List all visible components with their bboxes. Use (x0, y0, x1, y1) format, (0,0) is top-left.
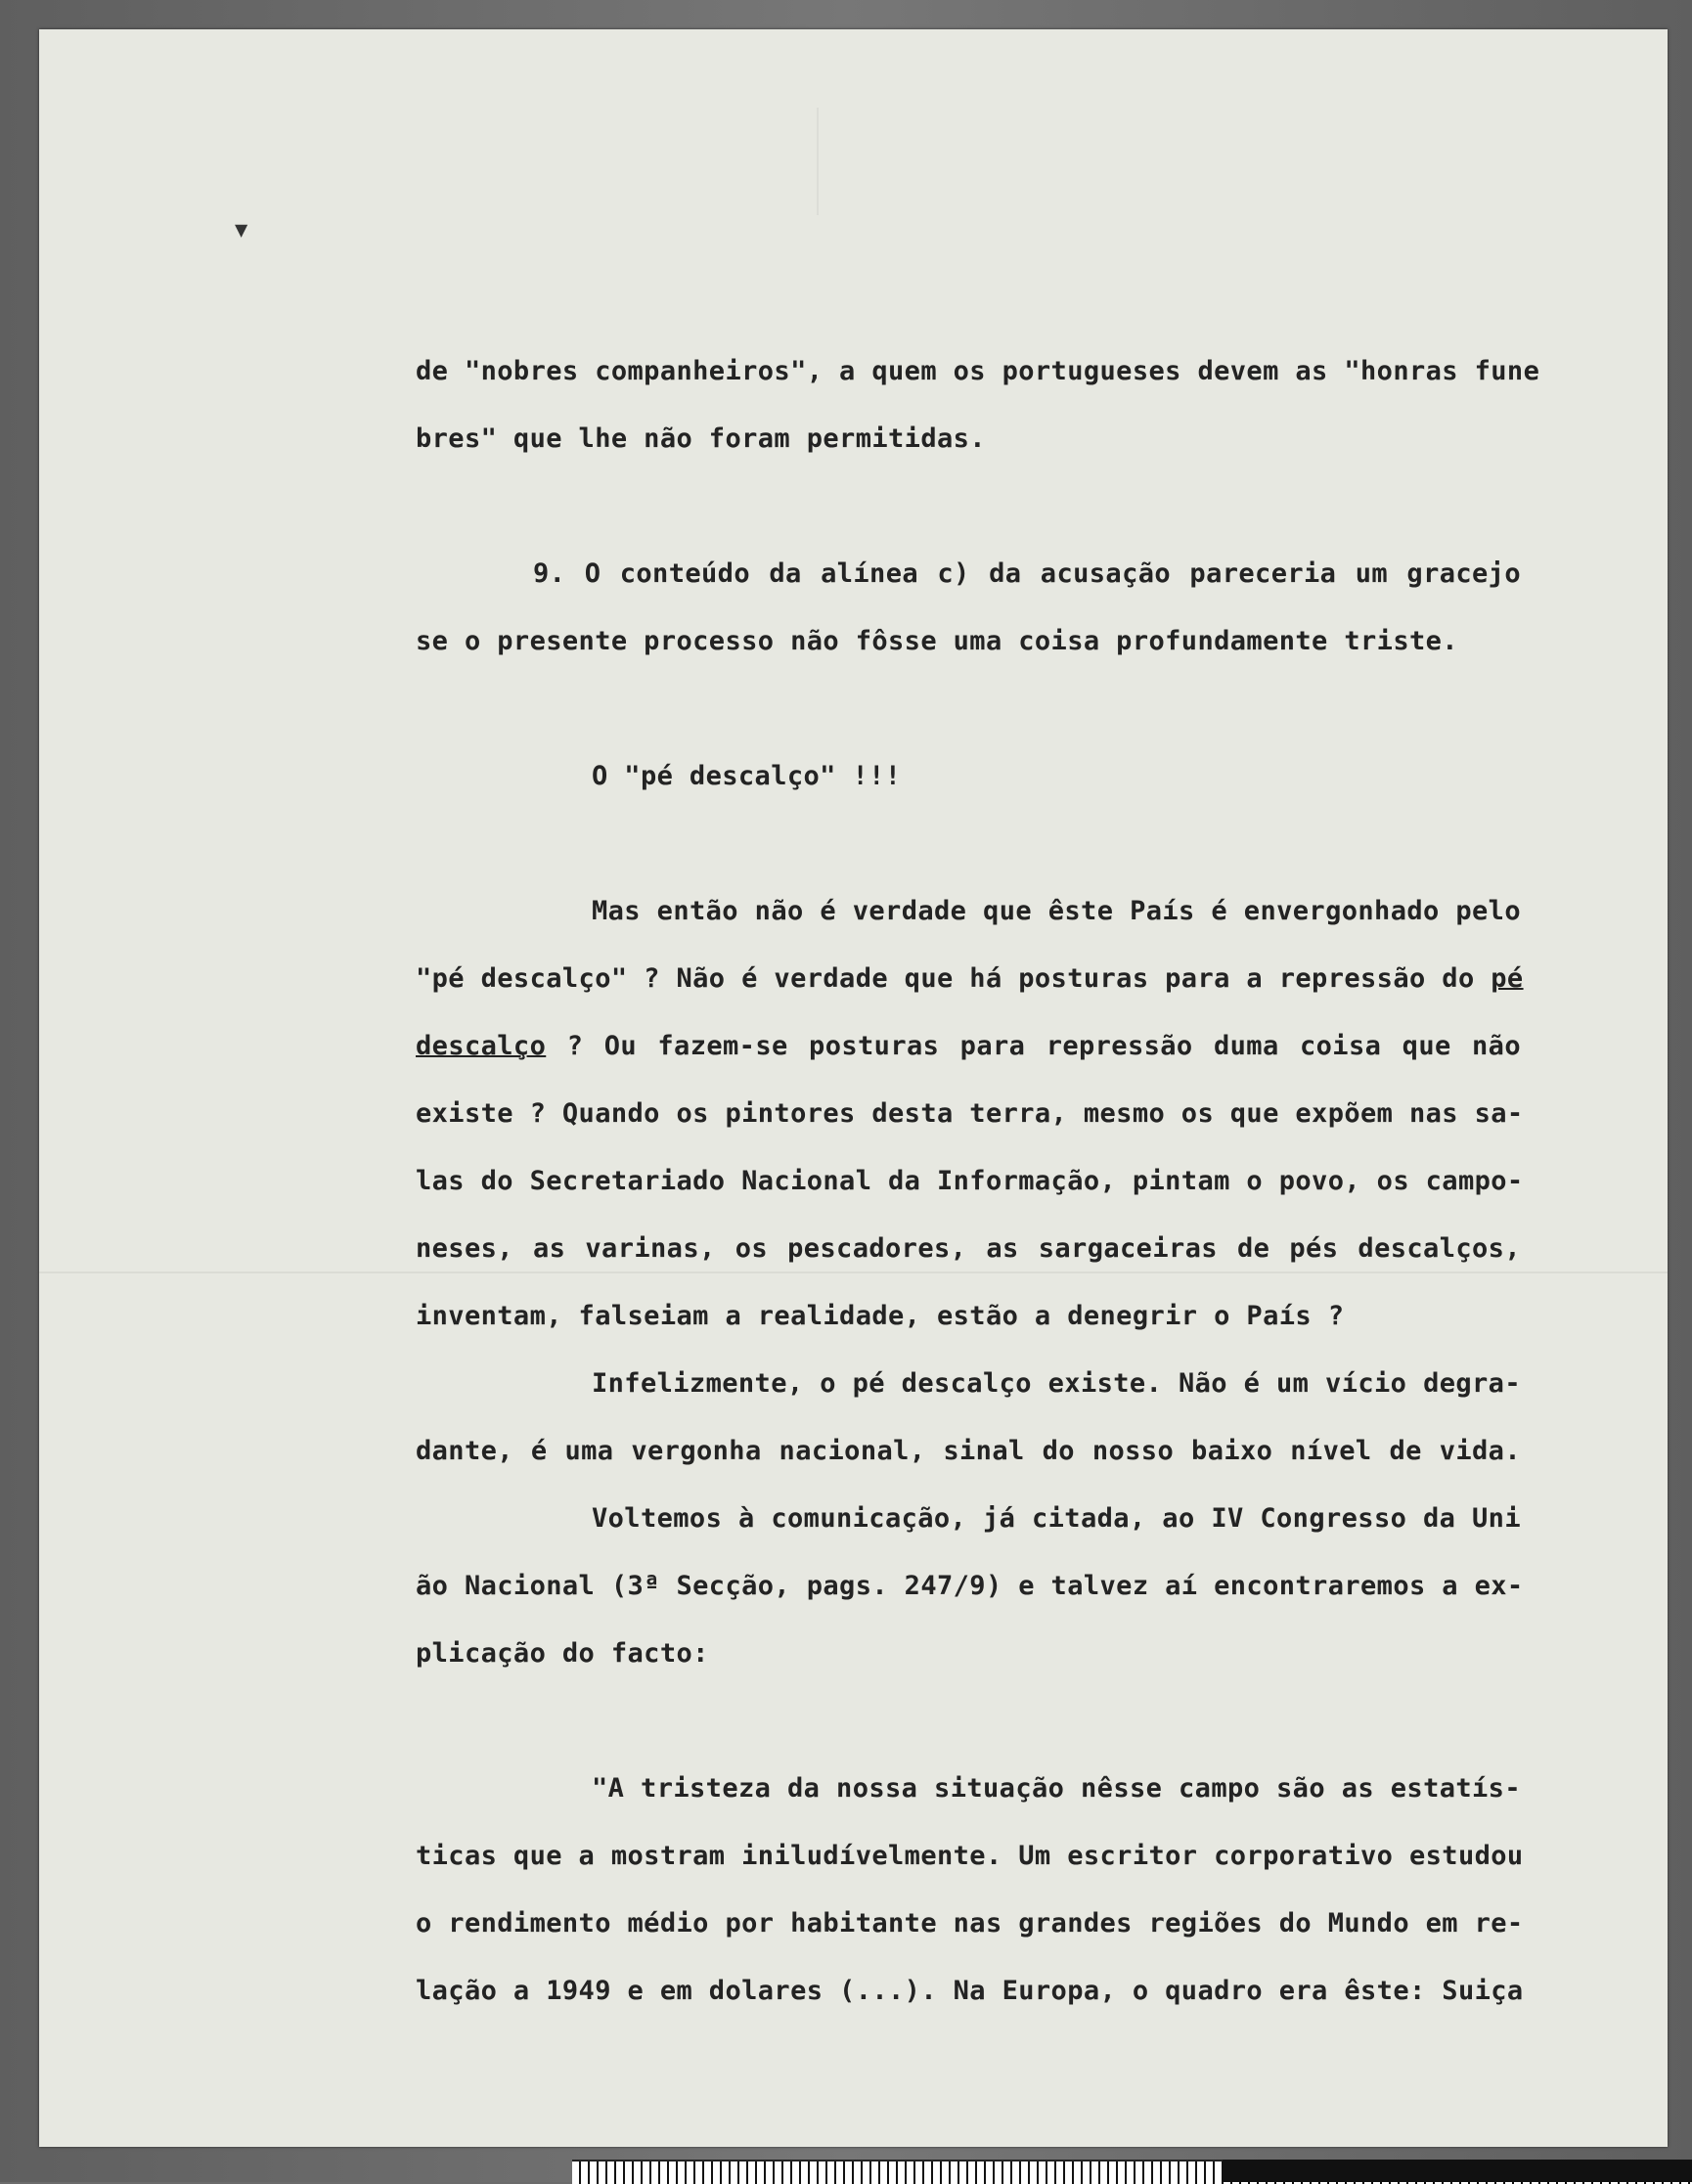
text-line: ão Nacional (3ª Secção, pags. 247/9) e talvez aí encontraremos a ex- (416, 1571, 1524, 1601)
text-line: se o presente processo não fôsse uma coisa profundamente triste. (416, 626, 1458, 656)
quote-start: "A tristeza da nossa situação nêsse campo são as estatís- (592, 1773, 1521, 1804)
text-line (416, 1012, 1521, 1080)
section-heading: O "pé descalço" !!! (592, 761, 902, 791)
scale-ruler-dark-segment (1223, 2160, 1692, 2182)
text-line: o rendimento médio por habitante nas grandes regiões do Mundo em re- (416, 1908, 1524, 1939)
text-line: Infelizmente, o pé descalço existe. Não é um vício degra- (592, 1368, 1521, 1399)
text-line: dante, é uma vergonha nacional, sinal do nosso baixo nível de vida. (416, 1436, 1521, 1466)
text-line: plicação do facto: (416, 1638, 709, 1669)
text-line: Mas então não é verdade que êste País é envergonhado pelo (592, 896, 1521, 926)
paragraph-9-start: 9. O conteúdo da alínea c) da acusação pareceria um gracejo (533, 558, 1521, 589)
typewritten-text (416, 337, 1540, 2025)
text-line: Voltemos à comunicação, já citada, ao IV Congresso da Uni (592, 1503, 1521, 1534)
text-line: lação a 1949 e em dolares (...). Na Europa, o quadro era êste: Suiça (416, 1976, 1524, 2006)
underlined-text: pé (1491, 963, 1524, 994)
text-line: bres" que lhe não foram permitidas. (416, 423, 986, 454)
text-span: "pé descalço" ? Não é verdade que há posturas para a repressão do (416, 963, 1492, 994)
text-line: neses, as varinas, os pescadores, as sargaceiras de pés descalços, (416, 1233, 1521, 1264)
text-line: de "nobres companheiros", a quem os portugueses devem as "honras fune (416, 356, 1540, 386)
text-span: ? Ou fazem-se posturas para repressão duma coisa que não (546, 1031, 1521, 1061)
faint-bleed-through (817, 108, 897, 215)
text-line: inventam, falseiam a realidade, estão a denegrir o País ? (416, 1301, 1345, 1331)
text-line (416, 945, 1524, 1012)
ink-mark-icon: ▼ (235, 218, 248, 243)
underlined-text: descalço (416, 1031, 547, 1061)
text-line: existe ? Quando os pintores desta terra, mesmo os que expõem nas sa- (416, 1098, 1524, 1129)
text-line: las do Secretariado Nacional da Informação, pintam o povo, os campo- (416, 1166, 1524, 1196)
text-line: ticas que a mostram iniludívelmente. Um escritor corporativo estudou (416, 1841, 1524, 1871)
